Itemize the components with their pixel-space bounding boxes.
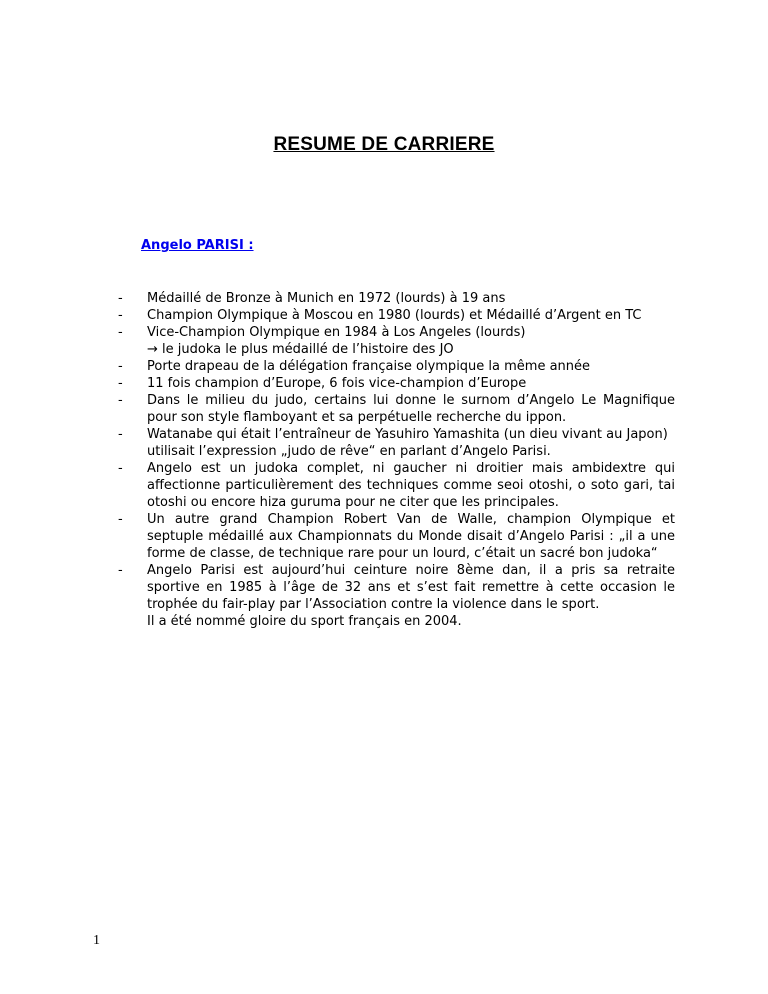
list-item-text: Angelo Parisi est aujourd’hui ceinture noire 8ème dan, il a pris sa retraite sportive en 1985 à l’âge de 32 ans et s’est fait remettre à cette occasion le trophée du fair-play par l’Association contre la violence dans le sport.: [147, 563, 675, 612]
list-item: [118, 511, 675, 562]
list-item-subtext: Il a été nommé gloire du sport français en 2004.: [147, 614, 462, 629]
list-item: [118, 324, 675, 358]
list-item-text: Dans le milieu du judo, certains lui donne le surnom d’Angelo Le Magnifique pour son style flamboyant et sa perpétuelle recherche du ippon.: [147, 393, 675, 425]
bullet-dash: -: [118, 308, 123, 323]
list-item-text: Champion Olympique à Moscou en 1980 (lourds) et Médaillé d’Argent en TC: [147, 308, 642, 323]
list-item: [118, 392, 675, 426]
list-item-subtext: → le judoka le plus médaillé de l’histoire des JO: [147, 342, 454, 357]
list-item-text: Angelo est un judoka complet, ni gaucher ni droitier mais ambidextre qui affectionne particulièrement des techniques comme seoi otoshi, o soto gari, tai otoshi ou encore hiza guruma pour ne citer que les principales.: [147, 461, 675, 510]
list-item: [118, 562, 675, 630]
list-item: [118, 375, 675, 392]
page-title: RESUME DE CARRIERE: [273, 134, 495, 155]
bullet-dash: -: [118, 461, 123, 476]
bullet-dash: -: [118, 427, 123, 442]
list-item-text: Porte drapeau de la délégation française olympique la même année: [147, 359, 591, 374]
list-item-text: Vice-Champion Olympique en 1984 à Los Angeles (lourds): [147, 325, 526, 340]
list-item: [118, 358, 675, 375]
list-item: [118, 460, 675, 511]
list-item: [118, 426, 675, 460]
bullet-dash: -: [118, 376, 123, 391]
page-number: 1: [93, 933, 100, 948]
bullet-dash: -: [118, 393, 123, 408]
section-heading-link[interactable]: Angelo PARISI :: [141, 238, 254, 253]
bullet-dash: -: [118, 563, 123, 578]
list-item-text: 11 fois champion d’Europe, 6 fois vice-champion d’Europe: [147, 376, 527, 391]
list-item-text: Médaillé de Bronze à Munich en 1972 (lourds) à 19 ans: [147, 291, 506, 306]
list-item-text: Watanabe qui était l’entraîneur de Yasuhiro Yamashita (un dieu vivant au Japon) utilisait l’expression „judo de rêve“ en parlant d’Angelo Parisi.: [147, 427, 668, 459]
bullet-dash: -: [118, 512, 123, 527]
list-item-text: Un autre grand Champion Robert Van de Walle, champion Olympique et septuple médaillé aux Championnats du Monde disait d’Angelo Parisi : „il a une forme de classe, de technique rare pour un lourd, c’était un sacré bon judoka“: [147, 512, 675, 561]
bullet-dash: -: [118, 359, 123, 374]
list-item: [118, 290, 675, 307]
bullet-dash: -: [118, 325, 123, 340]
career-list: [118, 290, 675, 630]
list-item: [118, 307, 675, 324]
bullet-dash: -: [118, 291, 123, 306]
